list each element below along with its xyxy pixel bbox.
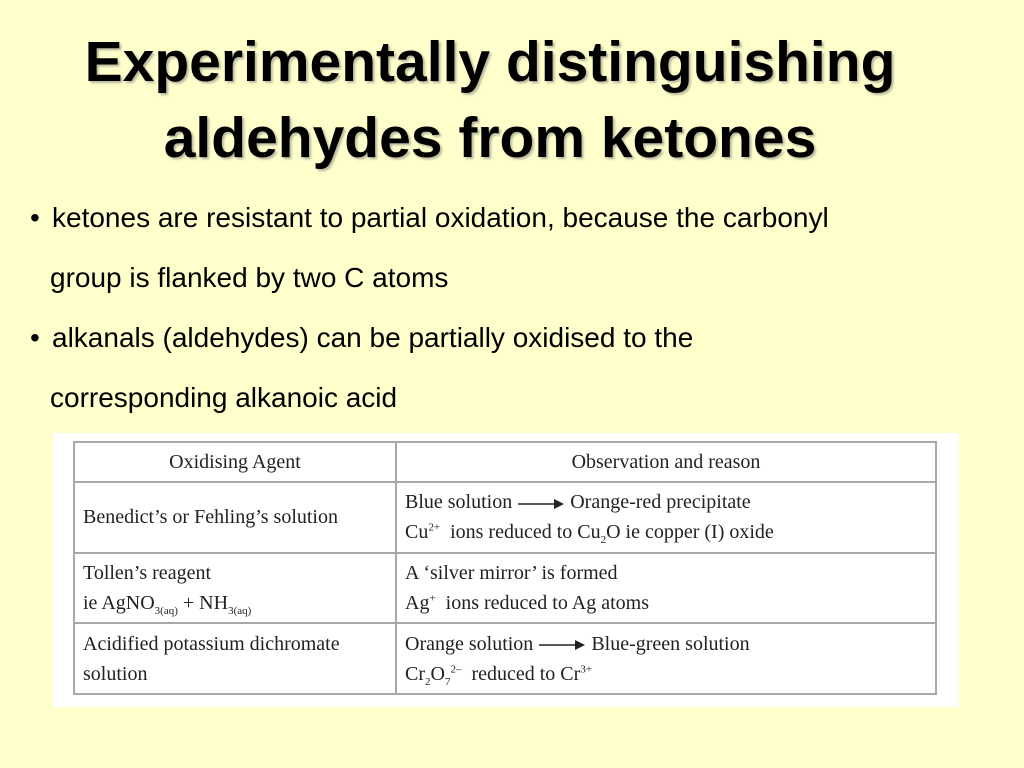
observation-cell: Orange solution Blue-green solution $Cr_2O_7^{2-}$ reduced to $Cr^{3+}$ [396, 623, 936, 694]
table-row [74, 623, 936, 694]
slide-title [0, 24, 980, 176]
bullet-dot: • [30, 322, 40, 353]
bullet-item [30, 190, 1015, 296]
bullet-item [30, 310, 1015, 416]
bullet-text-continued: corresponding alkanoic acid [50, 382, 398, 413]
bullet-text: ketones are resistant to partial oxidation, because the carbonyl [52, 202, 829, 233]
bullet-dot: • [30, 202, 40, 233]
title-line-2: aldehydes from ketones [163, 106, 817, 170]
table-row [74, 553, 936, 624]
bullet-list [30, 190, 1015, 430]
table-header-row [74, 442, 936, 482]
oxidising-agent-table [73, 441, 937, 695]
agent-cell: Acidified potassium dichromate solution [74, 623, 396, 694]
observation-cell: Blue solution Orange-red precipitate $Cu^{2+}$ ions reduced to $Cu_2O$ ie copper (I) oxide [396, 482, 936, 553]
bullet-text: alkanals (aldehydes) can be partially oxidised to the [52, 322, 694, 353]
agent-cell: Benedict’s or Fehling’s solution [74, 482, 396, 553]
agent-cell: Tollen’s reagent ie AgNO$_{3(aq)}$ + $NH_{3(aq)}$ [74, 553, 396, 624]
arrow-right-icon [518, 499, 564, 509]
header-oxidising-agent: Oxidising Agent [74, 442, 396, 482]
header-observation: Observation and reason [396, 442, 936, 482]
arrow-right-icon [539, 640, 585, 650]
bullet-text-continued: group is flanked by two C atoms [50, 262, 449, 293]
title-line-1: Experimentally distinguishing [84, 30, 896, 94]
table-image [53, 433, 959, 707]
observation-cell: A ‘silver mirror’ is formed Ag+ ions reduced to Ag atoms [396, 553, 936, 624]
table-row [74, 482, 936, 553]
